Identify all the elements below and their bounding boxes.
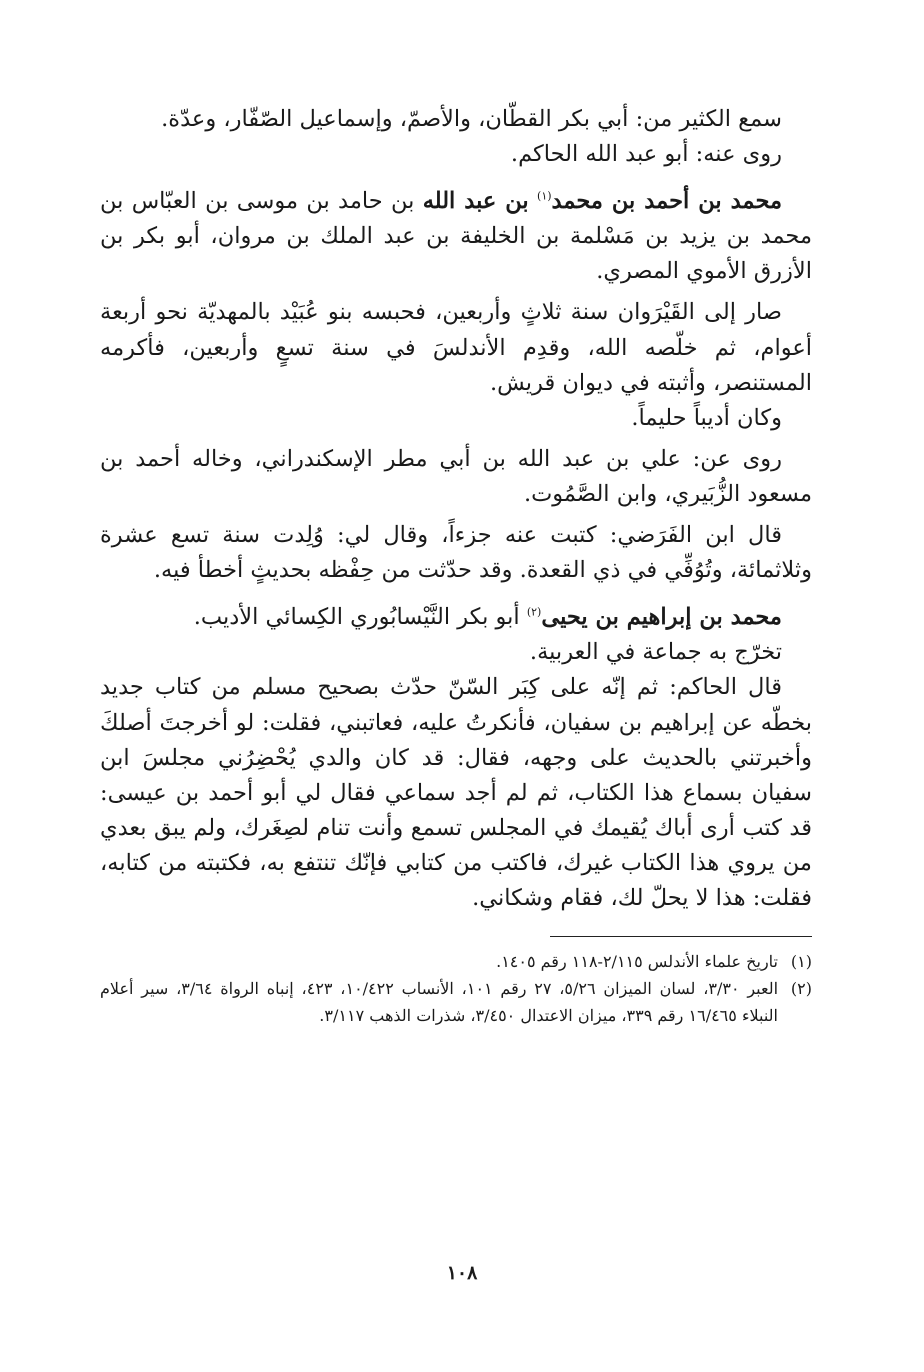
- paragraph: روى عنه: أبو عبد الله الحاكم.: [510, 141, 782, 168]
- paragraph: قال الحاكم: ثم إنّه على كِبَر السّنّ حدّث بصحيح مسلم من كتاب جديد بخطّه عن إبراهيم بن سفيان، فأنكرتُ عليه، فعاتبني، فقلت: لو أخرجتَ أصلكَ وأخبرتني بالحديث على وجهه، فقال: قد كان والدي يُحْضِرُني مجلسَ ابن سفيان بسماع هذا الكتاب، ثم لم أجد سماعي فقال لي أبو أحمد بن عيسى: قد كتب أرى أباك يُقيمك في المجلس تسمع وأنت تنام لصِغَرك، ولم يبق بعدي من يروي هذا الكتاب غيرك، فاكتب من كتابي فإنّك تنتفع به، فكتبته من كتابه، فقلت: هذا لا يحلّ لك، فقام وشكاني.: [100, 674, 812, 911]
- paragraph: وكان أديباً حليماً.: [631, 404, 782, 431]
- paragraph: تخرّج به جماعة في العربية.: [529, 639, 782, 666]
- footnote-number: (٢): [790, 978, 812, 998]
- entry-heading: محمد بن إبراهيم بن يحيى: [541, 604, 782, 631]
- footnote-ref: (١): [537, 189, 552, 203]
- paragraph: روى عن: علي بن عبد الله بن أبي مطر الإسكندراني، وخاله أحمد بن مسعود الزُّبَيري، وابن الصَّمُوت.: [100, 445, 812, 507]
- paragraph: سمع الكثير من: أبي بكر القطّان، والأصمّ، وإسماعيل الصّفّار، وعدّة.: [161, 106, 782, 132]
- footnote: [100, 949, 812, 976]
- entry-heading-cont: بن عبد الله: [422, 188, 529, 215]
- biography-entry: محمد بن إبراهيم بن يحيى$^{(٢)}$ أبو بكر النَّيْسابُوري الكِسائي الأديب.: [193, 604, 782, 631]
- footnote-divider: [550, 936, 812, 937]
- paragraph: صار إلى القَيْرَوان سنة ثلاثٍ وأربعين، فحبسه بنو عُبَيْد بالمهديّة نحو أربعة أعوام، ثم خلّصه الله، وقدِم الأندلسَ في سنة تسعٍ وأربعين، فأكرمه المستنصر، وأثبته في ديوان قريش.: [100, 299, 812, 396]
- paragraph: قال ابن الفَرَضي: كتبت عنه جزءاً، وقال لي: وُلِدت سنة تسع عشرة وثلاثمائة، وتُوُفِّي في ذي القعدة. وقد حدّثت من حِفْظه بحديثٍ أخطأ فيه.: [100, 522, 812, 584]
- footnote-number: (١): [790, 952, 812, 972]
- main-text: [100, 102, 812, 916]
- footnote-text: تاريخ علماء الأندلس ٢/١١٥-١١٨ رقم ١٤٠٥.: [496, 952, 778, 972]
- footnote: [100, 976, 812, 1030]
- footnote-ref: (٢): [526, 605, 542, 619]
- footnotes: [100, 949, 812, 1030]
- biography-entry: محمد بن أحمد بن محمد$^{(١)}$ بن عبد الله بن حامد بن موسى بن العبّاس بن محمد بن يزيد بن مَسْلمة بن الخليفة بن عبد الملك بن مروان، أبو بكر بن الأزرق الأموي المصري.: [100, 188, 812, 285]
- page-number: ١٠٨: [446, 1262, 478, 1284]
- footnote-text: العبر ٣/٣٠، لسان الميزان ٥/٢٦، ٢٧ رقم ١٠١، الأنساب ١٠/٤٢٢، ٤٢٣، إنباه الرواة ٣/٦٤، سير أعلام النبلاء ١٦/٤٦٥ رقم ٣٣٩، ميزان الاعتدال ٣/٤٥٠، شذرات الذهب ٣/١١٧.: [100, 978, 779, 1025]
- entry-heading: محمد بن أحمد بن محمد: [551, 188, 783, 215]
